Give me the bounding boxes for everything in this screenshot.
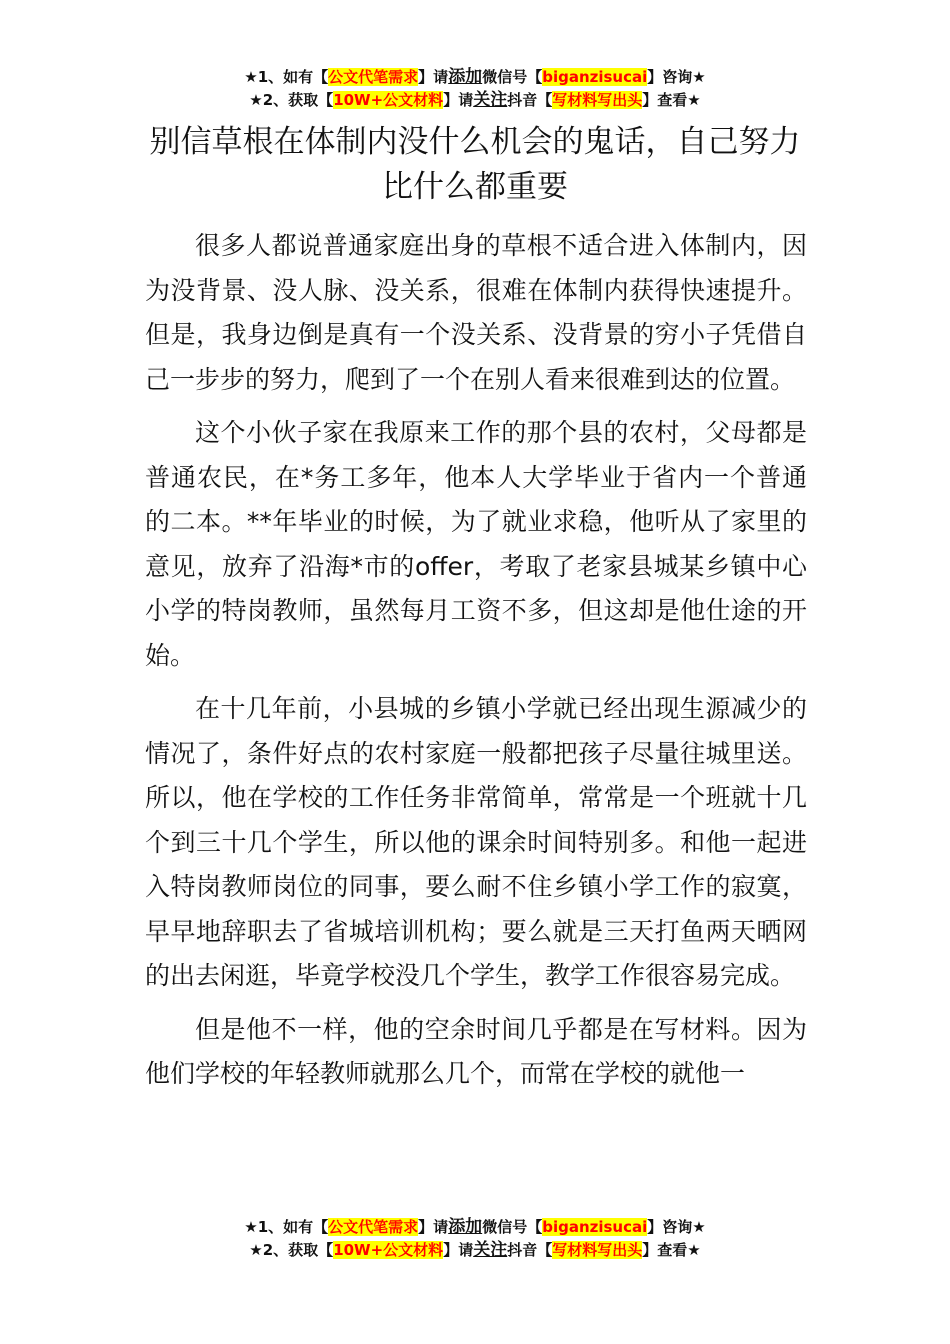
paragraph: 这个小伙子家在我原来工作的那个县的农村，父母都是普通农民，在*务工多年，他本人大学毕业于省内一个普通的二本。**年毕业的时候，为了就业求稳，他听从了家里的意见，放弃了沿海*市的offer，考取了老家县城某乡镇中心小学的特岗教师，虽然每月工资不多，但这却是他仕途的开始。	[145, 418, 807, 670]
banner-emphasis: 添加	[448, 1217, 483, 1237]
banner-text: 】咨询★	[647, 1218, 706, 1236]
banner-text: 】请	[443, 91, 474, 109]
banner-douyin-id: 写材料写出头	[552, 91, 643, 109]
banner-line-1	[0, 66, 950, 89]
paragraph: 但是他不一样，他的空余时间几乎都是在写材料。因为他们学校的年轻教师就那么几个，而常在学校的就他一	[145, 1014, 807, 1088]
banner-text: 】查看★	[642, 91, 701, 109]
banner-text: ★2、获取【	[249, 91, 334, 109]
banner-text: 抖音【	[507, 1241, 553, 1259]
banner-text: ★1、如有【	[244, 1218, 329, 1236]
paragraph: 在十几年前，小县城的乡镇小学就已经出现生源减少的情况了，条件好点的农村家庭一般都把孩子尽量往城里送。所以，他在学校的工作任务非常简单，常常是一个班就十几个到三十几个学生，所以他的课余时间特别多。和他一起进入特岗教师岗位的同事，要么耐不住乡镇小学工作的寂寞，早早地辞职去了省城培训机构；要么就是三天打鱼两天晒网的出去闲逛，毕竟学校没几个学生，教学工作很容易完成。	[145, 694, 807, 990]
banner-text: 】查看★	[642, 1241, 701, 1259]
banner-wechat-id: biganzisucai	[542, 1218, 648, 1236]
banner-line-2	[0, 89, 950, 112]
banner-text: 抖音【	[507, 91, 553, 109]
banner-text: 微信号【	[482, 1218, 543, 1236]
banner-wechat-id: biganzisucai	[542, 68, 648, 86]
banner-text: ★1、如有【	[244, 68, 329, 86]
banner-highlight: 10W+公文材料	[333, 1241, 444, 1259]
document-body	[145, 224, 807, 1106]
banner-emphasis: 添加	[448, 67, 483, 87]
header-banner	[0, 66, 950, 112]
banner-highlight: 公文代笔需求	[328, 68, 419, 86]
banner-line-2	[0, 1239, 950, 1262]
banner-douyin-id: 写材料写出头	[552, 1241, 643, 1259]
banner-highlight: 10W+公文材料	[333, 91, 444, 109]
banner-text: 】请	[418, 1218, 449, 1236]
banner-emphasis: 关注	[473, 1240, 508, 1260]
document-title: 别信草根在体制内没什么机会的鬼话，自己努力比什么都重要	[149, 124, 801, 205]
footer-banner	[0, 1216, 950, 1262]
banner-line-1	[0, 1216, 950, 1239]
banner-text: 】请	[443, 1241, 474, 1259]
banner-text: 】请	[418, 68, 449, 86]
banner-text: ★2、获取【	[249, 1241, 334, 1259]
paragraph: 很多人都说普通家庭出身的草根不适合进入体制内，因为没背景、没人脉、没关系，很难在体制内获得快速提升。但是，我身边倒是真有一个没关系、没背景的穷小子凭借自己一步步的努力，爬到了一个在别人看来很难到达的位置。	[145, 231, 807, 394]
banner-emphasis: 关注	[473, 90, 508, 110]
banner-highlight: 公文代笔需求	[328, 1218, 419, 1236]
banner-text: 微信号【	[482, 68, 543, 86]
banner-text: 】咨询★	[647, 68, 706, 86]
